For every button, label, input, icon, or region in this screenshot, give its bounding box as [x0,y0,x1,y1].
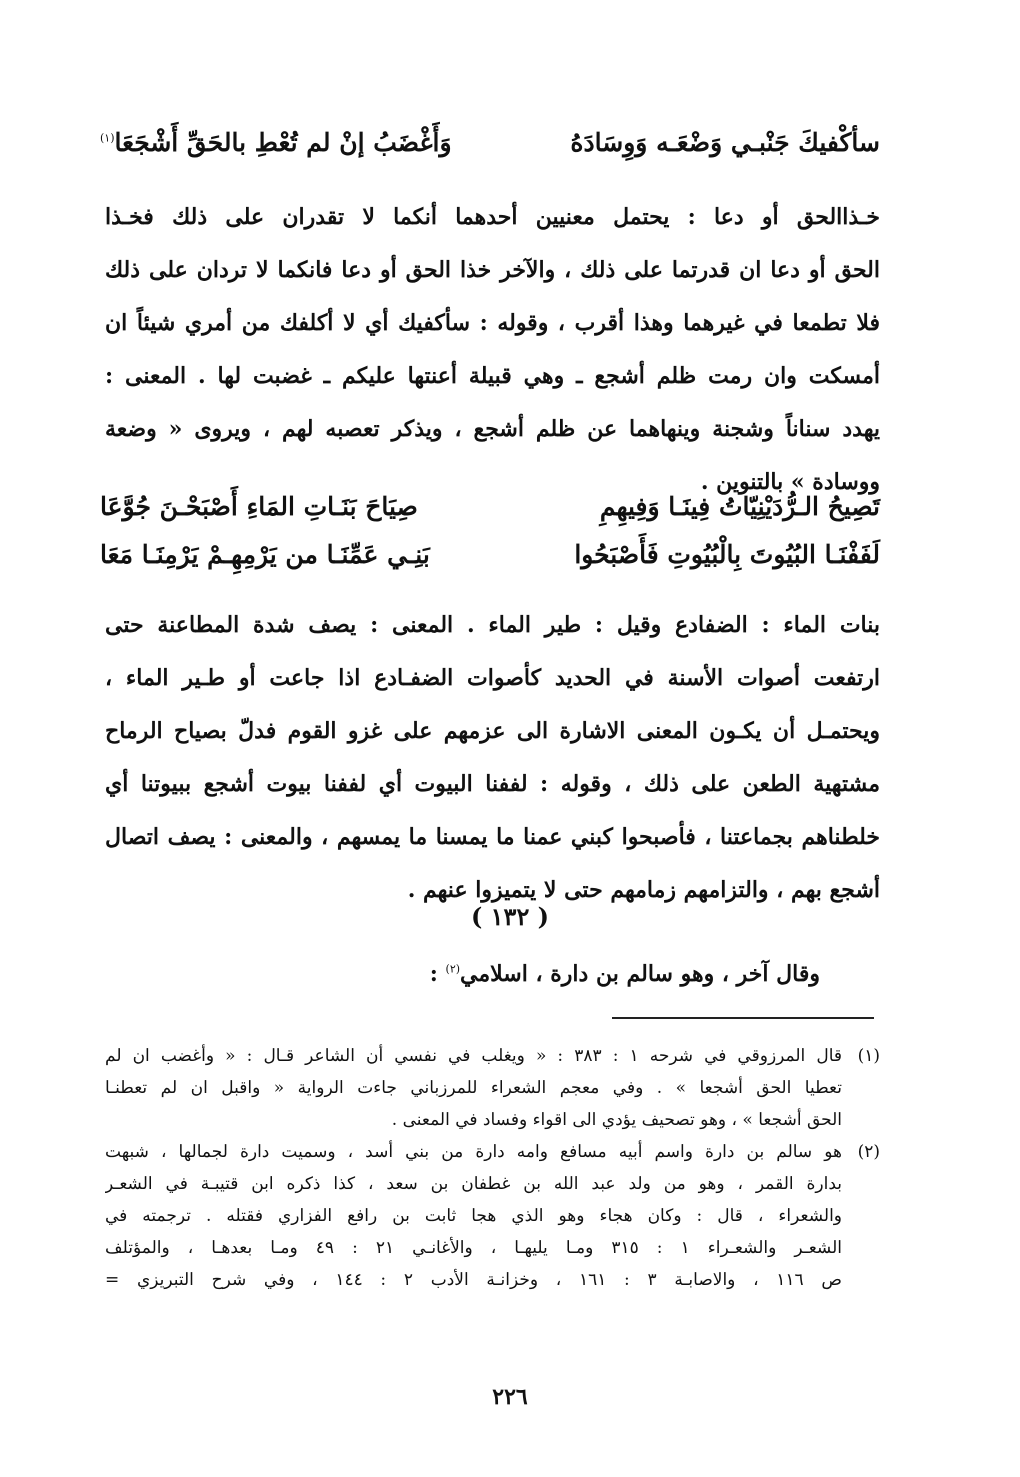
verse-1 [100,128,880,157]
footnote-body [105,1040,842,1136]
footnotes [105,1040,880,1296]
footnote-line: بدارة القمر ، وهو من ولد عبد الله بن غطفان بن سعد ، كذا ذكره ابن قتيبـة في الشعـر [105,1174,842,1194]
commentary-2-line: خلطناهم بجماعتنا ، فأصبحوا كبني عمنا ما يمسنا ما يمسهم ، والمعنى : يصف اتصال [105,824,880,850]
verse-1-second-hemistich-text: وَأَغْضَبُ إنْ لم تُعْطِ بالحَقِّ أَشْجَعَا [114,128,452,157]
commentary-1-line: يهدد سناناً وشجنة وينهاهما عن ظلم أشجع ، ويذكر تعصبه لهم ، ويروى « وضعة [105,416,880,442]
footnote-divider [612,1017,874,1019]
commentary-2-line: ارتفعت أصوات الأسنة في الحديد كأصوات الضفـادع اذا جاعت أو طـير الماء ، [105,665,880,691]
commentary-2-line: أشجع بهم ، والتزامهم زمامهم حتى لا يتميزوا عنهم . [407,877,880,903]
commentary-1 [105,191,880,509]
poem-number: ( ١٣٢ ) [470,902,550,931]
footnote-line: الحق أشجعا » ، وهو تصحيف يؤدي الى اقواء وفساد في المعنى . [391,1110,842,1130]
commentary-1-line: خـذاالحق أو دعا : يحتمل معنيين أحدهما أنكما لا تقدران على ذلك فخـذا [105,204,880,230]
verse-2-first-hemistich: تَصِيحُ الـرُّدَيْنِيّاتُ فِينَـا وَفِيهِمِ [599,492,880,521]
footnote-line: تعطيا الحق أشجعا » . وفي معجم الشعراء للمرزباني جاءت الرواية « واقبل ان لم تعطنـا [105,1078,842,1098]
verse-3-first-hemistich: لَفَفْنَـا البُيُوتَ بِالْبُيُوتِ فَأَصْبَحُوا [574,540,880,569]
verse-3-second-hemistich: بَنِـي عَمِّنَـا من يَرْمِهِـمْ يَرْمِنَـا مَعَا [100,540,430,569]
footnote-2 [105,1136,880,1296]
footnote-ref-2: (٢) [445,962,461,976]
commentary-1-line: ووسادة » بالتنوين . [700,469,880,495]
footnote-line: الشعـر والشعـراء ١ : ٣١٥ ومـا يليهـا ، والأغانـي ٢١ : ٤٩ ومـا بعدهـا ، والمؤتلف [105,1238,842,1258]
commentary-2-line: ويحتمـل أن يكـون المعنى الاشارة الى عزمهم على غزو القوم فدلّ بصياح الرماح [105,718,880,744]
footnote-number: (٢) [857,1142,880,1162]
verse-3 [100,540,880,569]
footnote-ref-1: (١) [100,131,115,145]
footnote-line: هو سالم بن دارة واسم أبيه مسافع وامه دارة من بني أسد ، وسميت دارة لجمالها ، شبهت [105,1142,842,1162]
commentary-2 [105,599,880,917]
poem-intro-text: وقال آخر ، وهو سالم بن دارة ، اسلامي [460,961,820,987]
footnote-line: ص ١١٦ ، والاصابـة ٣ : ١٦١ ، وخزانـة الأدب ٢ : ١٤٤ ، وفي شرح التبريزي = [105,1270,842,1290]
commentary-1-line: الحق أو دعا ان قدرتما على ذلك ، والآخر خذا الحق أو دعا فانكما لا تردان على ذلك [105,257,880,283]
commentary-2-line: بنات الماء : الضفادع وقيل : طير الماء . المعنى : يصف شدة المطاعنة حتى [105,612,880,638]
verse-2 [100,492,880,521]
footnote-1 [105,1040,880,1136]
commentary-2-line: مشتهية الطعن على ذلك ، وقوله : لففنا البيوت أي لففنا بيوت أشجع ببيوتنا أي [105,771,880,797]
commentary-1-line: فلا تطمعا في غيرهما وهذا أقرب ، وقوله : سأكفيك أي لا أكلفك من أمري شيئاً ان [105,310,880,336]
verse-2-second-hemistich: صِيَاحَ بَنَـاتِ المَاءِ أَصْبَحْـنَ جُوَّعَا [100,492,418,521]
verse-1-first-hemistich: سأكْفيكَ جَنْبـي وَضْعَـه وَوِسَادَهُ [570,128,880,157]
footnote-line: والشعراء ، قال : وكان هجاء وهو الذي هجا ثابت بن رافع الفزاري فقتله . ترجمته في [105,1206,842,1226]
footnote-number: (١) [857,1046,880,1066]
footnote-body [105,1136,842,1296]
footnote-line: قال المرزوقي في شرحه ١ : ٣٨٣ : « ويغلب في نفسي أن الشاعر قـال : « وأغضب ان لم [105,1046,842,1066]
poem-intro [430,961,820,987]
verse-1-second-hemistich [100,128,452,157]
poem-intro-trailing: : [429,961,446,987]
page-number: ٢٢٦ [492,1384,528,1410]
commentary-1-line: أمسكت وان رمت ظلم أشجع ـ وهي قبيلة أعنتها عليكم ـ غضبت لها . المعنى : [105,363,880,389]
